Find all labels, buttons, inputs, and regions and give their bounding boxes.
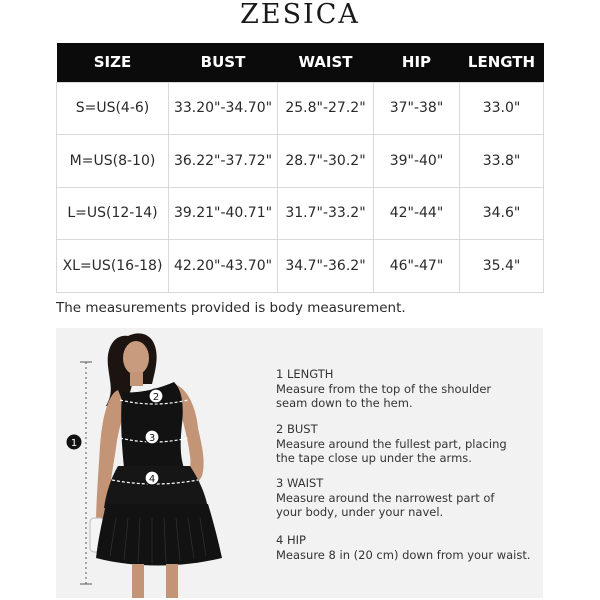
table-cell: 42.20"-43.70" (169, 240, 278, 293)
guide-waist-title: 3 WAIST (276, 476, 324, 490)
table-cell: 37"-38" (374, 82, 460, 135)
marker-bust (149, 389, 163, 403)
marker-waist (145, 430, 159, 444)
marker-hip (145, 471, 159, 485)
table-row (57, 240, 544, 293)
table-row (57, 82, 544, 135)
table-cell: 25.8"-27.2" (278, 82, 374, 135)
guide-hip-title: 4 HIP (276, 533, 306, 547)
table-header-row (57, 43, 544, 82)
guide-hip (276, 533, 531, 562)
table-cell: XL=US(16-18) (57, 240, 169, 293)
guide-waist (276, 476, 494, 520)
table-cell: 42"-44" (374, 187, 460, 240)
column-header-bust: BUST (169, 43, 278, 82)
model-figure (56, 328, 266, 598)
table-cell: 36.22"-37.72" (169, 135, 278, 188)
neck-shape (130, 372, 143, 386)
table-row (57, 187, 544, 240)
size-chart-table (56, 43, 544, 293)
table-cell: 39.21"-40.71" (169, 187, 278, 240)
table-cell: 33.8" (460, 135, 544, 188)
left-leg-shape (132, 564, 144, 598)
table-cell: 34.6" (460, 187, 544, 240)
column-header-size: SIZE (57, 43, 169, 82)
table-cell: S=US(4-6) (57, 82, 169, 135)
table-cell: 34.7"-36.2" (278, 240, 374, 293)
table-cell: 28.7"-30.2" (278, 135, 374, 188)
marker-bust-label: 2 (152, 392, 160, 403)
table-cell: 33.20"-34.70" (169, 82, 278, 135)
measurement-note: The measurements provided is body measurement. (56, 300, 406, 316)
table-cell: 33.0" (460, 82, 544, 135)
table-cell: 35.4" (460, 240, 544, 293)
guide-hip-desc-line: Measure 8 in (20 cm) down from your waist. (276, 547, 531, 562)
marker-length (67, 435, 81, 449)
guide-length-desc-line: Measure from the top of the shoulder (276, 381, 492, 396)
table-cell: 46"-47" (374, 240, 460, 293)
column-header-length: LENGTH (460, 43, 544, 82)
table-cell: M=US(8-10) (57, 135, 169, 188)
guide-bust-desc-line: Measure around the fullest part, placing (276, 436, 507, 451)
dress-tier-2-shape (96, 504, 222, 566)
guide-bust-title: 2 BUST (276, 422, 318, 436)
marker-hip-label: 4 (148, 474, 156, 485)
table-cell: 39"-40" (374, 135, 460, 188)
guide-waist-desc-line: your body, under your navel. (276, 505, 444, 519)
table-cell: L=US(12-14) (57, 187, 169, 240)
table-row (57, 135, 544, 188)
guide-bust-desc-line: the tape close up under the arms. (276, 451, 472, 465)
face-shape (123, 341, 149, 375)
column-header-hip: HIP (374, 43, 460, 82)
right-leg-shape (166, 564, 178, 598)
guide-bust (276, 422, 507, 466)
guide-length-title: 1 LENGTH (276, 367, 334, 381)
column-header-waist: WAIST (278, 43, 374, 82)
brand-logo: ZESICA (240, 0, 360, 30)
marker-waist-label: 3 (148, 433, 156, 444)
marker-length-label: 1 (70, 438, 78, 449)
guide-length (276, 367, 491, 411)
guide-waist-desc-line: Measure around the narrowest part of (276, 490, 495, 505)
table-cell: 31.7"-33.2" (278, 187, 374, 240)
guide-length-desc-line: seam down to the hem. (276, 396, 413, 410)
